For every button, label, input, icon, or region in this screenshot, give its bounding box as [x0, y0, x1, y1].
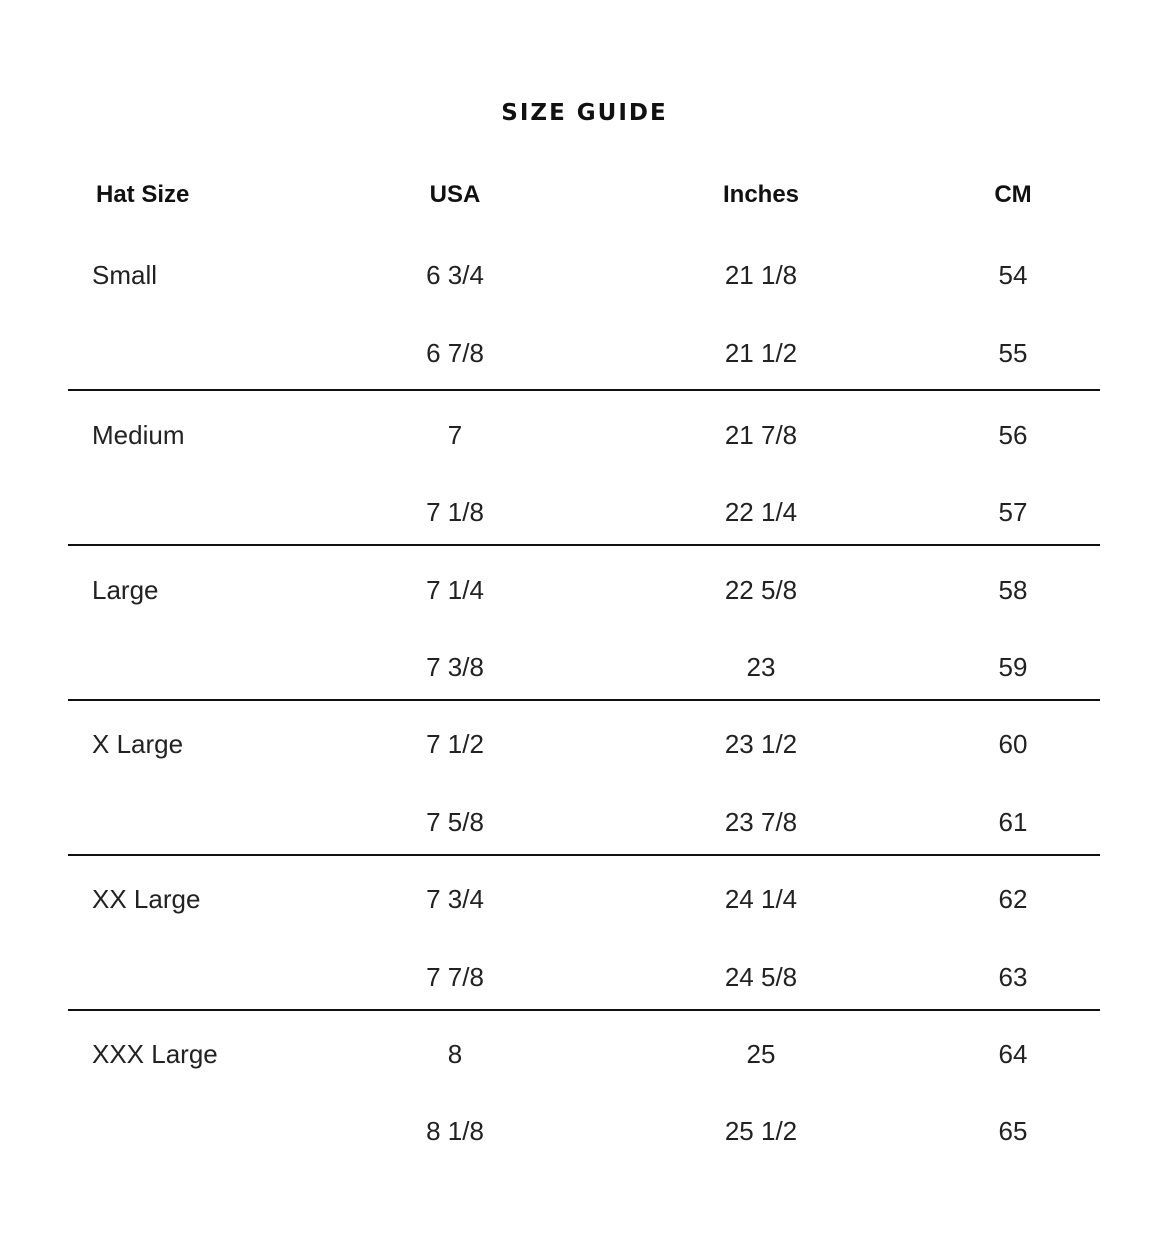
inches-value: 22 1/4 [724, 497, 798, 527]
usa-value: 7 5/8 [426, 807, 484, 837]
inches-value: 22 5/8 [724, 575, 798, 605]
usa-value: 7 7/8 [426, 962, 484, 992]
usa-value: 7 3/8 [426, 652, 484, 682]
usa-value: 6 3/4 [426, 260, 484, 290]
cm-value: 65 [998, 1116, 1028, 1146]
group-divider [68, 699, 1100, 701]
group-divider [68, 389, 1100, 391]
inches-value: 23 1/2 [724, 729, 798, 759]
cm-value: 58 [998, 575, 1028, 605]
usa-value: 6 7/8 [426, 338, 484, 368]
cm-value: 61 [998, 807, 1028, 837]
cm-value: 59 [998, 652, 1028, 682]
header-usa: USA [429, 181, 481, 208]
cm-value: 64 [998, 1039, 1028, 1069]
size-label: Large [92, 575, 159, 605]
inches-value: 23 7/8 [724, 807, 798, 837]
header-inches: Inches [722, 181, 800, 208]
inches-value: 21 1/2 [724, 338, 798, 368]
cm-value: 63 [998, 962, 1028, 992]
cm-value: 60 [998, 729, 1028, 759]
header-cm: CM [994, 181, 1032, 208]
usa-value: 7 1/2 [426, 729, 484, 759]
page-title: SIZE GUIDE [501, 100, 668, 126]
size-label: Small [92, 260, 158, 290]
cm-value: 55 [998, 338, 1028, 368]
inches-value: 25 1/2 [724, 1116, 798, 1146]
cm-value: 62 [998, 884, 1028, 914]
cm-value: 56 [998, 420, 1028, 450]
usa-value: 7 [447, 420, 463, 450]
group-divider [68, 544, 1100, 546]
header-hat-size: Hat Size [96, 181, 190, 208]
usa-value: 7 1/8 [426, 497, 484, 527]
table-header [68, 180, 1100, 210]
cm-value: 54 [998, 260, 1028, 290]
size-label: X Large [92, 729, 184, 759]
usa-value: 8 [447, 1039, 463, 1069]
cm-value: 57 [998, 497, 1028, 527]
usa-value: 7 3/4 [426, 884, 484, 914]
usa-value: 8 1/8 [426, 1116, 484, 1146]
inches-value: 21 7/8 [724, 420, 798, 450]
usa-value: 7 1/4 [426, 575, 484, 605]
size-label: Medium [92, 420, 185, 450]
inches-value: 24 1/4 [724, 884, 798, 914]
inches-value: 24 5/8 [724, 962, 798, 992]
inches-value: 25 [746, 1039, 776, 1069]
group-divider [68, 1009, 1100, 1011]
group-divider [68, 854, 1100, 856]
inches-value: 23 [746, 652, 776, 682]
size-label: XX Large [92, 884, 201, 914]
size-label: XXX Large [92, 1039, 218, 1069]
inches-value: 21 1/8 [724, 260, 798, 290]
